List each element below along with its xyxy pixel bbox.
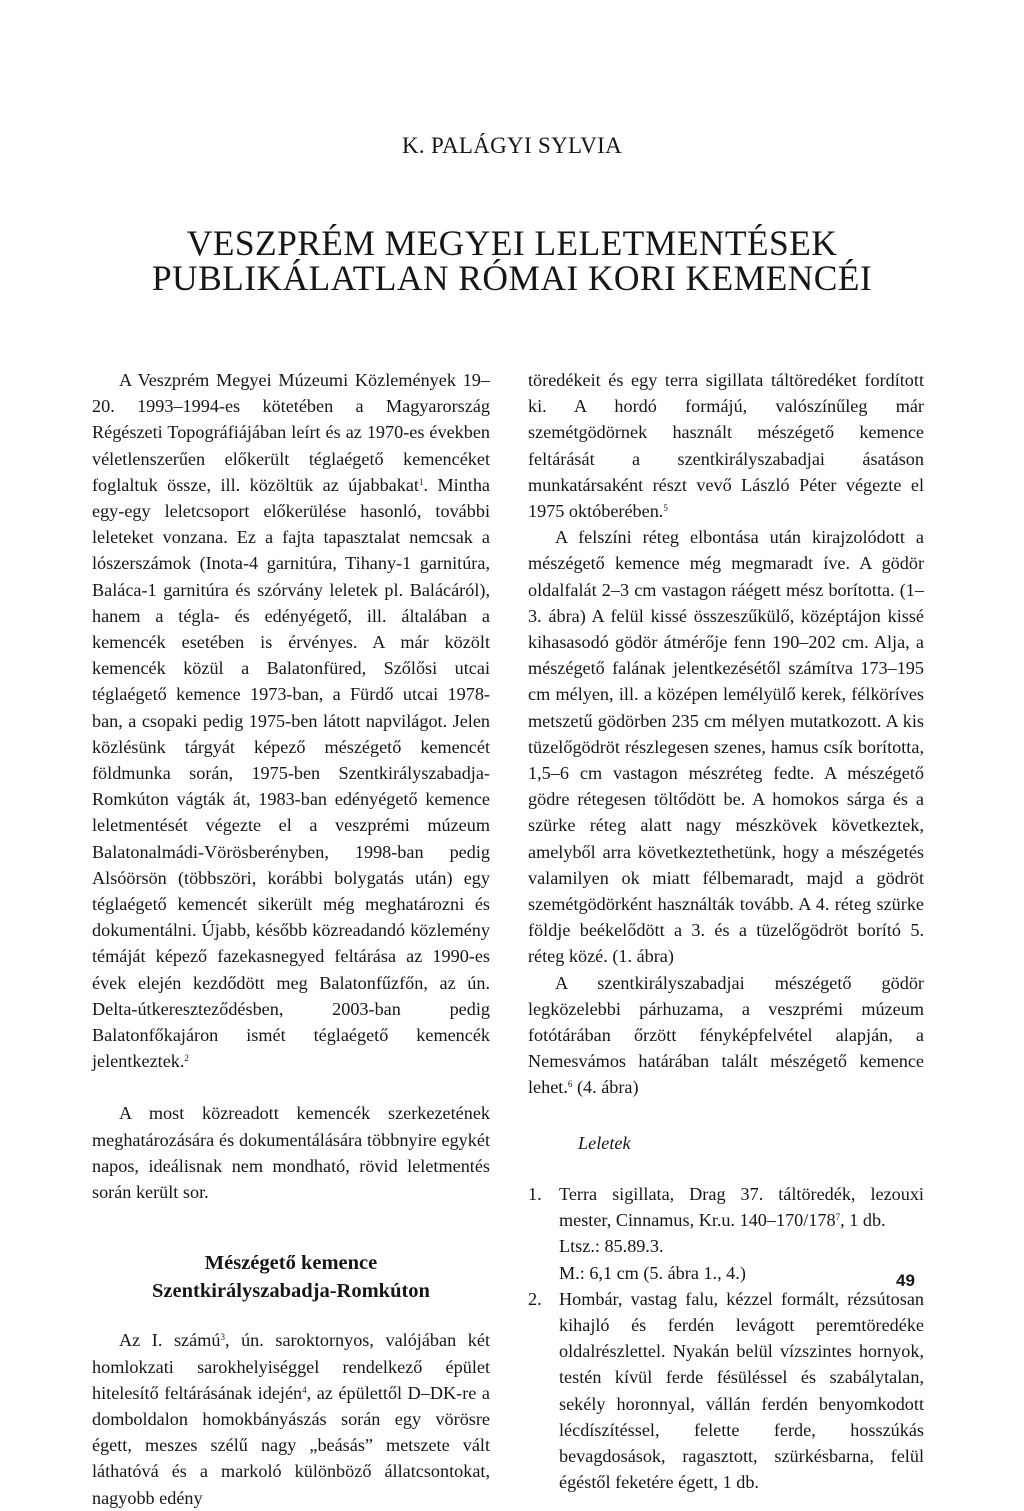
continued-paragraph: töredékeit és egy terra sigillata táltöredéket fordított ki. A hordó formájú, valószínűleg már szemétgödörnek használt mészégető kemence feltárását a szentkirályszabadjai ásatáson munkatársaként részt vevő László Péter végezte el 1975 októberében.$^5$ bbox=[528, 370, 924, 522]
inventory-number: Ltsz.: 85.89.3. bbox=[559, 1236, 664, 1257]
footnote-ref: 6 bbox=[567, 1079, 573, 1090]
method-paragraph: A most közreadott kemencék szerkezetének meghatározására és dokumentálására többnyire egykét napos, ideálisnak nem mondható, rövid leletmentés során került sor. bbox=[92, 1103, 490, 1203]
footnote-ref: 3 bbox=[220, 1332, 225, 1343]
footnote-ref: 4 bbox=[302, 1384, 307, 1395]
list-item: 1. Terra sigillata, Drag 37. táltöredék, lezouxi mester, Cinnamus, Kr.u. $140-170/178^7$, 1 db. Ltsz.: 85.89.3. M.: 6,1 cm (5. ábra 1., 4.) bbox=[528, 1181, 924, 1286]
footnote-ref: 2 bbox=[184, 1053, 189, 1064]
title-line-2: PUBLIKÁLATLAN RÓMAI KORI KEMENCÉI bbox=[151, 258, 873, 298]
section-paragraph: Az I. számú$^3$, ún. saroktornyos, valójában két homlokzati sarokhelyiséggel rendelkező épület hitelesítő feltárásának idején$^4$, az épülettől D–DK-re a dombоldalon homokbányászás során egy vörösre égett, meszes szélű nagy „beásás” metszete vált láthatóvá és a markoló különböző állatcsontokat, nagyobb edény bbox=[92, 1330, 490, 1508]
section-heading: Mészégető kemence Szentkirályszabadja-Romkúton bbox=[152, 1252, 430, 1303]
left-column bbox=[92, 367, 490, 1511]
measurement: M.: 6,1 cm (5. ábra 1., 4.) bbox=[559, 1262, 746, 1283]
right-column bbox=[528, 367, 924, 1495]
footnote-ref: 7 bbox=[835, 1212, 841, 1223]
intro-paragraph: A Veszprém Megyei Múzeumi Közlemények 19–20. 1993–1994-es kötetében a Magyarország Régészeti Topográfiájában leírt és az 1970-es években véletlenszerűen előkerült téglaégető kemencéket foglaltuk össze, ill. közöltük az újabbakat$^1$. Mintha egy-egy leletcsoport előkerülése hasonló, további leleteket vonzana. Ez a fajta tapasztalat nemcsak a lószerszámok (Inota-4 garnitúra, Tihany-1 garnitúra, Baláca-1 garnitúra és szórvány leletek pl. Balácáról), hanem a tégla- és edényégető, ill. általában a kemencék esetében is érvényes. A már közölt kemencék közül a Balatonfüred, Szőlősi utcai téglaégető kemence 1973-ban, a Fürdő utcai 1978-ban, a csopaki pedig 1975-ben látott napvilágot. Jelen közlésünk tárgyát képező mészégető kemencét földmunka során, 1975-ben Szentkirályszabadja-Romkúton vágták át, 1983-ban edényégető kemence leletmentését végezte el a veszprémi múzeum Balatonalmádi-Vörösberényben, 1998-ban pedig Alsóörsön (többszöri, korábbi bolygatás után) egy téglaégető kemencét sikerült még meghatározni és dokumentálni. Újabb, később közreadandó közlemény témáját képező fazekasnegyed feltárása az 1990-es évek elején kezdődött meg Balatonfűzfőn, az ún. Delta-útkereszteződésben, 2003-ban pedig Balatonfőkajáron ismét téglaégető kemencék jelentkeztek.$^2$ bbox=[92, 370, 490, 1072]
footnote-ref: 1 bbox=[418, 476, 424, 487]
finds-heading: Leletek bbox=[578, 1132, 631, 1153]
footnote-ref: 5 bbox=[663, 503, 668, 514]
list-item: 2. Hombár, vastag falu, kézzel formált, rézsútosan kihajló és ferdén levágott peremtöredéke oldalrészlettel. Nyakán belül vízszintes hornyok, testén kívül ferde fésüléssel és szabálytalan, sekély horonnyal, vállán ferdén benyomkodott lécdíszítéssel, felette ferde, hosszúkás bevagdosások, ragasztott, szürkésbarna, felül égéstől feketére égett, 1 db. bbox=[528, 1288, 924, 1493]
parallel-paragraph: A szentkirályszabadjai mészégető gödör legközelebbi párhuzama, a veszprémi múzeum fotótárában őrzött fényképfelvétel alapján, a Nemesvámos határában talált mészégető kemence lehet.$^6$ (4. ábra) bbox=[528, 972, 924, 1098]
finds-list bbox=[528, 1181, 924, 1495]
title-line-1: VESZPRÉM MEGYEI LELETMENTÉSEK bbox=[186, 223, 838, 263]
description-paragraph: A felszíni réteg elbontása után kirajzolódott a mészégető kemence még megmaradt íve. A gödör oldalfalát 2–3 cm vastagon ráégett mész borította. (1–3. ábra) A felül kissé összeszűkülő, középtájon kissé kihasasodó gödör átmérője fenn 190–202 cm. Alja, a mészégető falának jelentkezésétől számítva 173–195 cm mélyen, ill. a középen lemélyülő kerek, félköríves metszetű gödörben 235 cm mélyen mutatkozott. A kis tüzelőgödröt részlegesen szenes, hamus csík borította, 1,5–6 cm vastagon mészréteg fedte. A mészégető gödre rétegesen töltődött be. A homokos sárga és a szürke réteg alatt nagy mészkövek következtek, amelyből arra következtethetünk, hogy a mészégetés valamilyen ok miatt félbemaradt, majd a gödröt szemétgödörként használták tovább. A 4. réteg szürke földje beékelődött a 3. és a tüzelőgödröt borító 5. réteg közé. (1. ábra) bbox=[528, 527, 924, 967]
author-name: K. PALÁGYI SYLVIA bbox=[401, 133, 622, 158]
page-number: 49 bbox=[896, 1271, 915, 1290]
